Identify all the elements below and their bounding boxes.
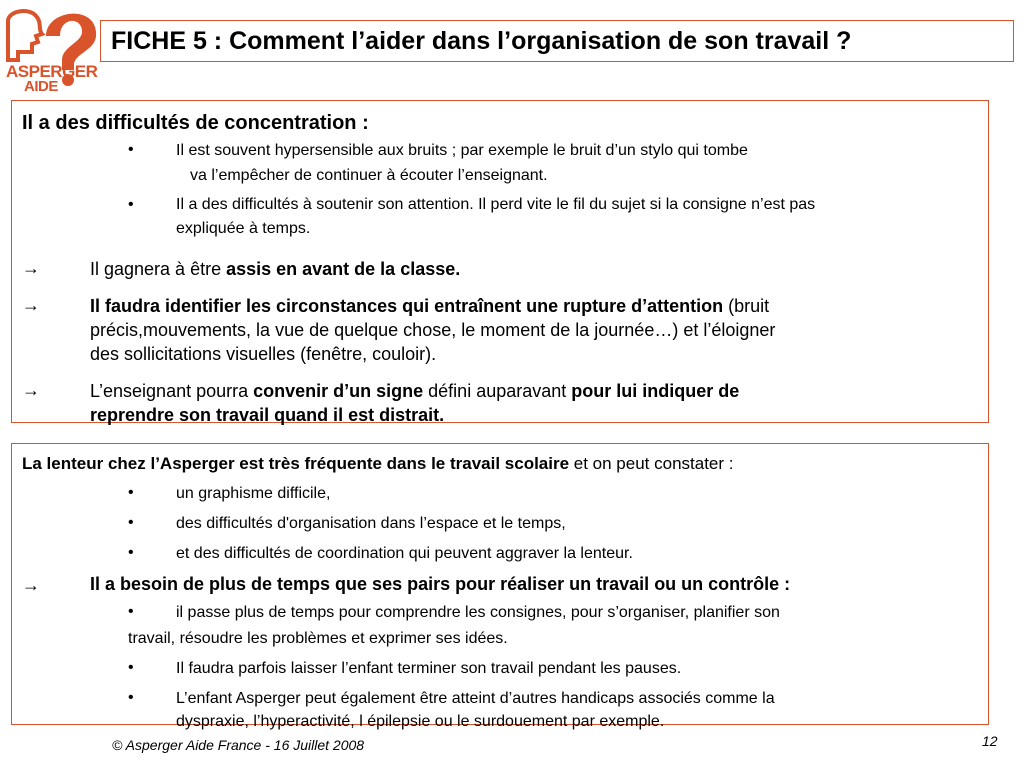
- section2-sub1-line1: il passe plus de temps pour comprendre les consignes, pour s’organiser, planifier son: [176, 604, 780, 621]
- section2-heading: [22, 454, 734, 474]
- section1-bullet2-line2: expliquée à temps.: [176, 220, 311, 237]
- section1-heading: Il a des difficultés de concentration :: [22, 112, 369, 134]
- section1-arrow3-line2: reprendre son travail quand il est distrait.: [90, 405, 445, 425]
- arrow3-bold-b: pour lui indiquer de: [571, 381, 740, 401]
- logo-line-2: AIDE: [24, 78, 58, 95]
- section1-arrow2-line3: des sollicitations visuelles (fenêtre, couloir).: [90, 344, 437, 364]
- section2-sub2: Il faudra parfois laisser l’enfant terminer son travail pendant les pauses.: [176, 660, 682, 677]
- section1-bullet2-line1: Il a des difficultés à soutenir son attention. Il perd vite le fil du sujet si la consigne n’est pas: [176, 196, 816, 213]
- section1-bullet1-line2: va l’empêcher de continuer à écouter l’enseignant.: [190, 167, 548, 184]
- section2-heading-text: et on peut constater :: [569, 454, 734, 473]
- section1-arrow2-line2: précis,mouvements, la vue de quelque chose, le moment de la journée…) et l’éloigner: [90, 320, 776, 340]
- section2-sub1-line2: travail, résoudre les problèmes et exprimer ses idées.: [128, 630, 508, 647]
- bullet-icon: •: [128, 196, 134, 213]
- section2-sub3-line1: L’enfant Asperger peut également être atteint d’autres handicaps associés comme la: [176, 690, 775, 707]
- arrow3-text-a: L’enseignant pourra: [90, 381, 254, 401]
- section1-arrow2-line1: [90, 294, 769, 318]
- bullet-icon: •: [128, 603, 134, 620]
- arrow-icon: →: [22, 258, 40, 278]
- section1-arrow1: [90, 257, 460, 281]
- arrow-icon: →: [22, 380, 40, 400]
- arrow3-bold-a: convenir d’un signe: [253, 381, 424, 401]
- bullet-icon: •: [128, 544, 134, 561]
- section2-bullet-3: et des difficultés de coordination qui peuvent aggraver la lenteur.: [176, 545, 633, 562]
- bullet-icon: •: [128, 141, 134, 158]
- arrow1-bold-text: assis en avant de la classe.: [226, 259, 461, 279]
- arrow3-text-b: défini auparavant: [423, 381, 572, 401]
- logo-line-1: ASPERGER: [6, 62, 98, 81]
- section1-arrow3-line1: [90, 379, 739, 403]
- page-number: 12: [982, 733, 998, 749]
- arrow2-text: (bruit: [723, 296, 770, 316]
- arrow2-bold-text: Il faudra identifier les circonstances qui entraînent une rupture d’attention: [90, 296, 724, 316]
- bullet-icon: •: [128, 484, 134, 501]
- section2-bullet-2: des difficultés d'organisation dans l’espace et le temps,: [176, 515, 566, 532]
- arrow-icon: →: [22, 295, 40, 315]
- section2-bullet-1: un graphisme difficile,: [176, 485, 331, 502]
- bullet-icon: •: [128, 514, 134, 531]
- page-title: FICHE 5 : Comment l’aider dans l’organisation de son travail ?: [100, 20, 1014, 62]
- footer-copyright: © Asperger Aide France - 16 Juillet 2008: [112, 737, 365, 753]
- bullet-icon: •: [128, 689, 134, 706]
- logo-text: [6, 64, 102, 94]
- bullet-icon: •: [128, 659, 134, 676]
- section1-bullet1-line1: Il est souvent hypersensible aux bruits ; par exemple le bruit d’un stylo qui tombe: [176, 142, 748, 159]
- arrow-icon: →: [22, 575, 40, 595]
- arrow1-text: Il gagnera à être: [90, 259, 227, 279]
- section2-heading-bold: La lenteur chez l’Asperger est très fréquente dans le travail scolaire: [22, 454, 570, 473]
- section2-sub3-line2: dyspraxie, l’hyperactivité, l épilepsie ou le surdouement par exemple.: [176, 713, 665, 730]
- section2-arrow: Il a besoin de plus de temps que ses pairs pour réaliser un travail ou un contrôle :: [90, 574, 791, 594]
